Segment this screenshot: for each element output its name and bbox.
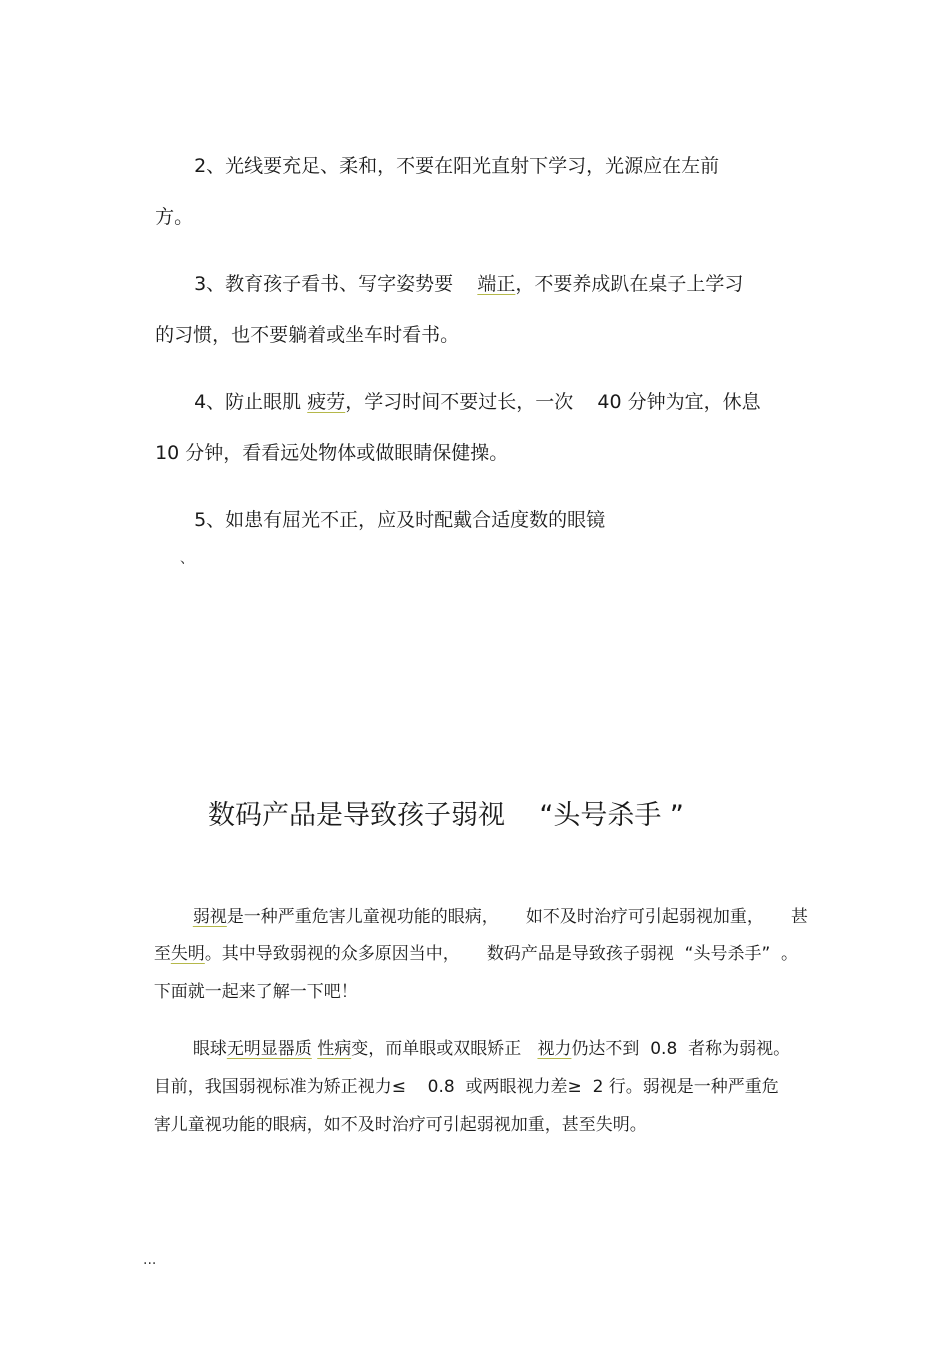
- tip-3-line-2: [143, 299, 459, 347]
- tip-4-line-2: [143, 417, 508, 465]
- tip-3-line-1: [182, 248, 743, 296]
- p2-underlined-phrase-3: 视力: [537, 1039, 572, 1059]
- p1-text-2a: 至: [153, 944, 171, 964]
- tip-2-text-1: 2、光线要充足、柔和，不要在阳光直射下学习，光源应在左前: [194, 155, 720, 177]
- article-p1-line-3: [143, 959, 358, 1003]
- p1-text-1b: 是一种严重危害儿童视功能的眼病， 如不及时治疗可引起弱视加重， 甚: [226, 907, 808, 927]
- p2-underlined-phrase-1: 无明显器质: [226, 1039, 312, 1059]
- tip-4-underlined-word: 疲劳: [307, 391, 346, 413]
- p2-text-1d: 仍达不到 0.8 者称为弱视。: [571, 1039, 791, 1059]
- article-title: 数码产品是导致孩子弱视 “头号杀手 ”: [208, 800, 684, 831]
- p1-text-2b: 。其中导致弱视的众多原因当中， 数码产品是导致孩子弱视 “头号杀手” 。: [204, 944, 799, 964]
- tip-2-text-2: 方。: [155, 206, 194, 228]
- p2-underlined-phrase-2: 性病: [317, 1039, 352, 1059]
- tip-3-text-2: 的习惯，也不要躺着或坐车时看书。: [155, 324, 460, 346]
- tip-2-line-2: [143, 181, 193, 229]
- tip-3-underlined-word: 端正: [477, 273, 516, 295]
- p2-text-1a: 眼球: [192, 1039, 227, 1059]
- tip-4-text-1a: 4、防止眼肌: [194, 391, 308, 413]
- p1-underlined-word-1: 弱视: [192, 907, 227, 927]
- p2-text-3: 害儿童视功能的眼病，如不及时治疗可引起弱视加重，甚至失明。: [153, 1115, 647, 1135]
- article-p2-line-3: [143, 1092, 647, 1136]
- tip-2-line-1: [182, 130, 719, 178]
- tip-5-line-1: [182, 484, 605, 532]
- tip-4-line-1: [182, 366, 761, 414]
- stray-mark: 、: [180, 551, 194, 567]
- p2-text-1c: 变，而单眼或双眼矫正: [351, 1039, 538, 1059]
- p2-text-2: 目前，我国弱视标准为矫正视力≤ 0.8 或两眼视力差≥ 2 行。弱视是一种严重危: [153, 1077, 779, 1097]
- p1-underlined-word-2: 失明: [170, 944, 205, 964]
- tip-5-text-1: 5、如患有屈光不正，应及时配戴合适度数的眼镜: [194, 509, 606, 531]
- tip-4-text-1b: ，学习时间不要过长，一次 40 分钟为宜，休息: [345, 391, 761, 413]
- tip-3-text-1a: 3、教育孩子看书、写字姿势要: [194, 273, 478, 295]
- tip-4-text-2: 10 分钟，看看远处物体或做眼睛保健操。: [155, 442, 509, 464]
- p1-text-3: 下面就一起来了解一下吧！: [153, 982, 358, 1002]
- footer-ellipsis: ...: [143, 1252, 157, 1268]
- tip-3-text-1b: ，不要养成趴在桌子上学习: [515, 273, 744, 295]
